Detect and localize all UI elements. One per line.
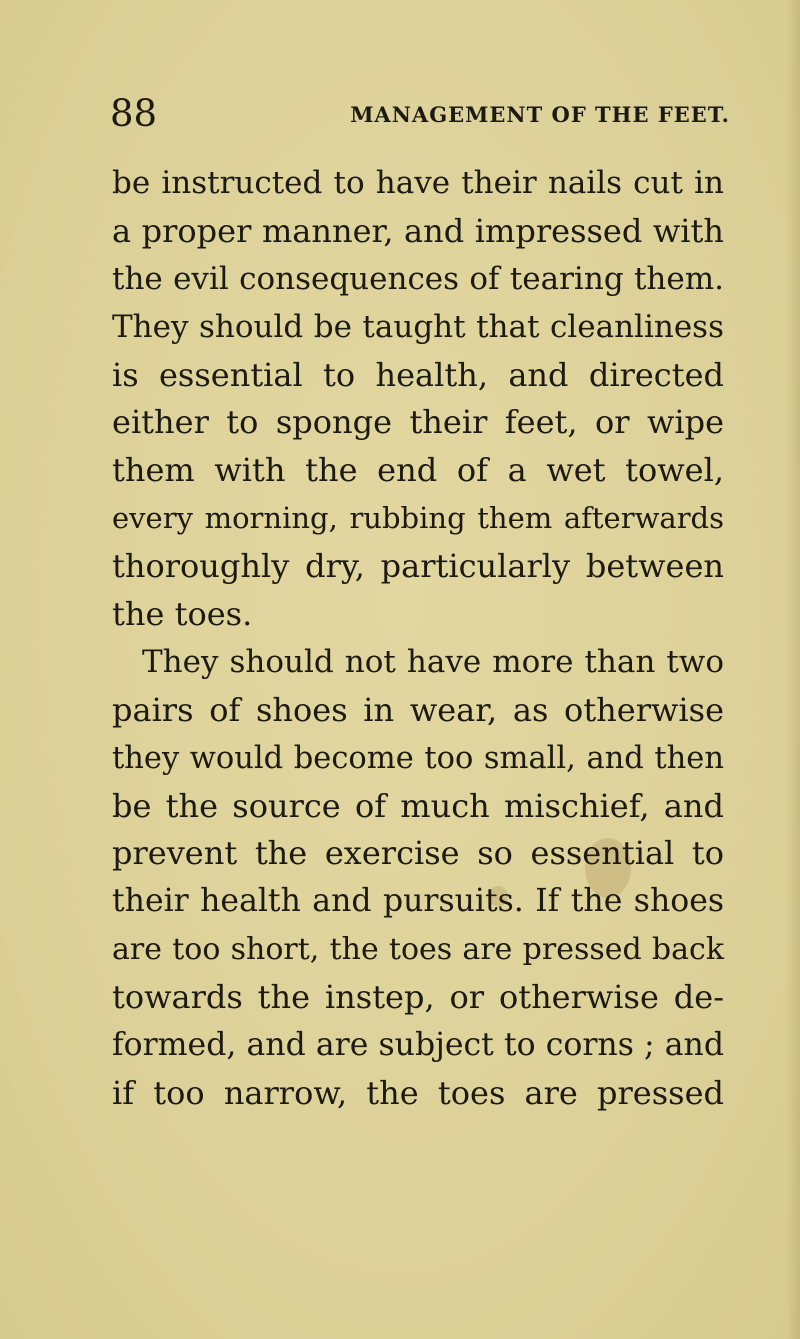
- text-line: the evil consequences of tearing them.: [112, 260, 724, 297]
- running-title: MANAGEMENT OF THE FEET.: [350, 102, 730, 127]
- text-line: be the source of much mischief, and: [112, 786, 724, 825]
- text-line: thoroughly dry, particularly between: [112, 547, 724, 586]
- text-line: every morning, rubbing them afterwards: [112, 501, 724, 536]
- text-line: if too narrow, the toes are pressed: [112, 1073, 724, 1112]
- body-text: [112, 160, 724, 1118]
- page-edge-shadow: [786, 0, 800, 1339]
- text-line: the toes.: [112, 595, 253, 634]
- text-line: is essential to health, and directed: [112, 355, 724, 394]
- text-line: towards the instep, or otherwise de-: [112, 978, 724, 1017]
- text-line: prevent the exercise so essential to: [112, 834, 724, 873]
- text-line: They should be taught that cleanliness: [112, 308, 724, 345]
- paragraph-1: [112, 160, 724, 639]
- text-line: be instructed to have their nails cut in: [112, 165, 724, 201]
- text-line: a proper manner, and impressed with: [112, 211, 724, 250]
- text-line: their health and pursuits. If the shoes: [112, 883, 724, 920]
- text-line: either to sponge their feet, or wipe: [112, 403, 724, 442]
- page-number: 88: [110, 92, 158, 135]
- text-line: pairs of shoes in wear, as otherwise: [112, 690, 724, 729]
- text-line: They should not have more than two: [142, 643, 724, 680]
- paragraph-2: [112, 639, 724, 1118]
- text-line: are too short, the toes are pressed back: [112, 932, 724, 968]
- text-line: them with the end of a wet towel,: [112, 451, 724, 490]
- text-line: formed, and are subject to corns ; and: [112, 1027, 724, 1064]
- page-header: [110, 92, 730, 136]
- text-line: they would become too small, and then: [112, 740, 724, 776]
